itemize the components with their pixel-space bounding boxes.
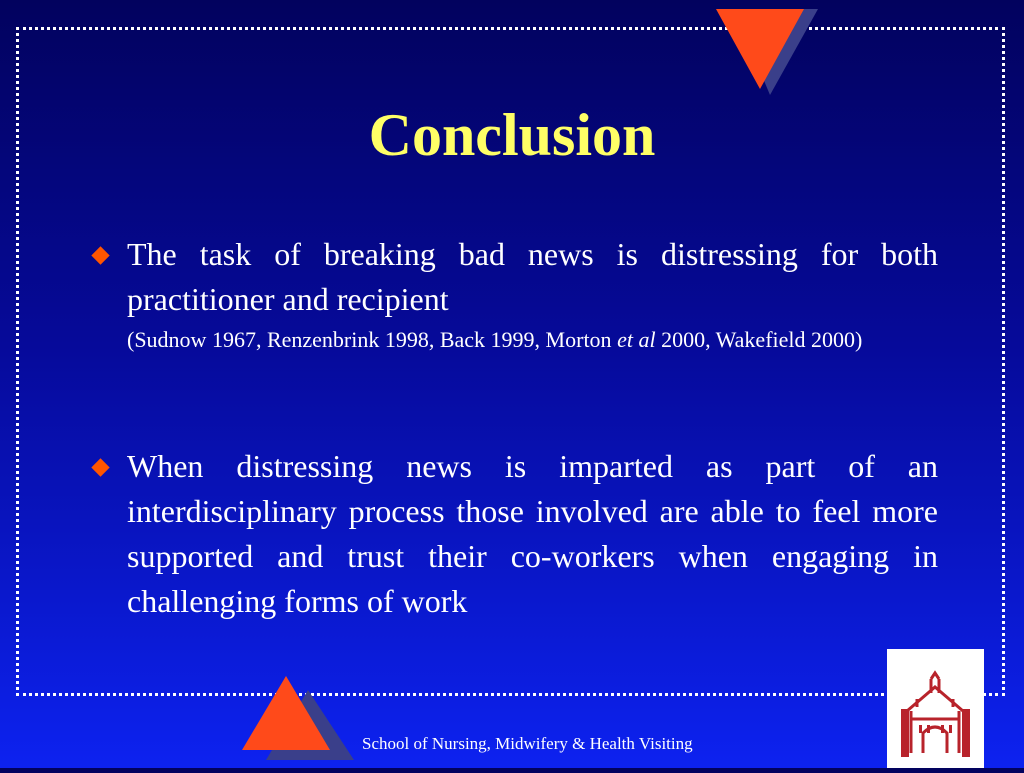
footer-text: School of Nursing, Midwifery & Health Visiting (362, 734, 693, 753)
decorative-triangle-top (710, 5, 820, 97)
bullet-diamond-icon (91, 458, 109, 476)
slide-title: Conclusion (368, 102, 656, 168)
school-logo (887, 649, 984, 768)
citation-part-1: (Sudnow 1967, Renzenbrink 1998, Back 1999, Morton (127, 327, 618, 352)
bullet-2-text: When distressing news is imparted as part of an interdisciplinary process those involved are able to feel more supported and trust their co-workers when engaging in challenging forms of work (127, 448, 938, 619)
citation-italic: et al (617, 327, 656, 352)
bullet-1-text: The task of breaking bad news is distressing for both practitioner and recipient (127, 236, 938, 317)
citation-part-2: 2000, Wakefield 2000) (655, 327, 863, 352)
building-logo-icon (887, 649, 984, 768)
bullet-diamond-icon (91, 246, 109, 264)
bullet-1-citation (127, 324, 938, 355)
bullet-2 (88, 444, 938, 624)
bullet-1 (88, 232, 938, 355)
decorative-triangle-bottom (238, 672, 358, 762)
